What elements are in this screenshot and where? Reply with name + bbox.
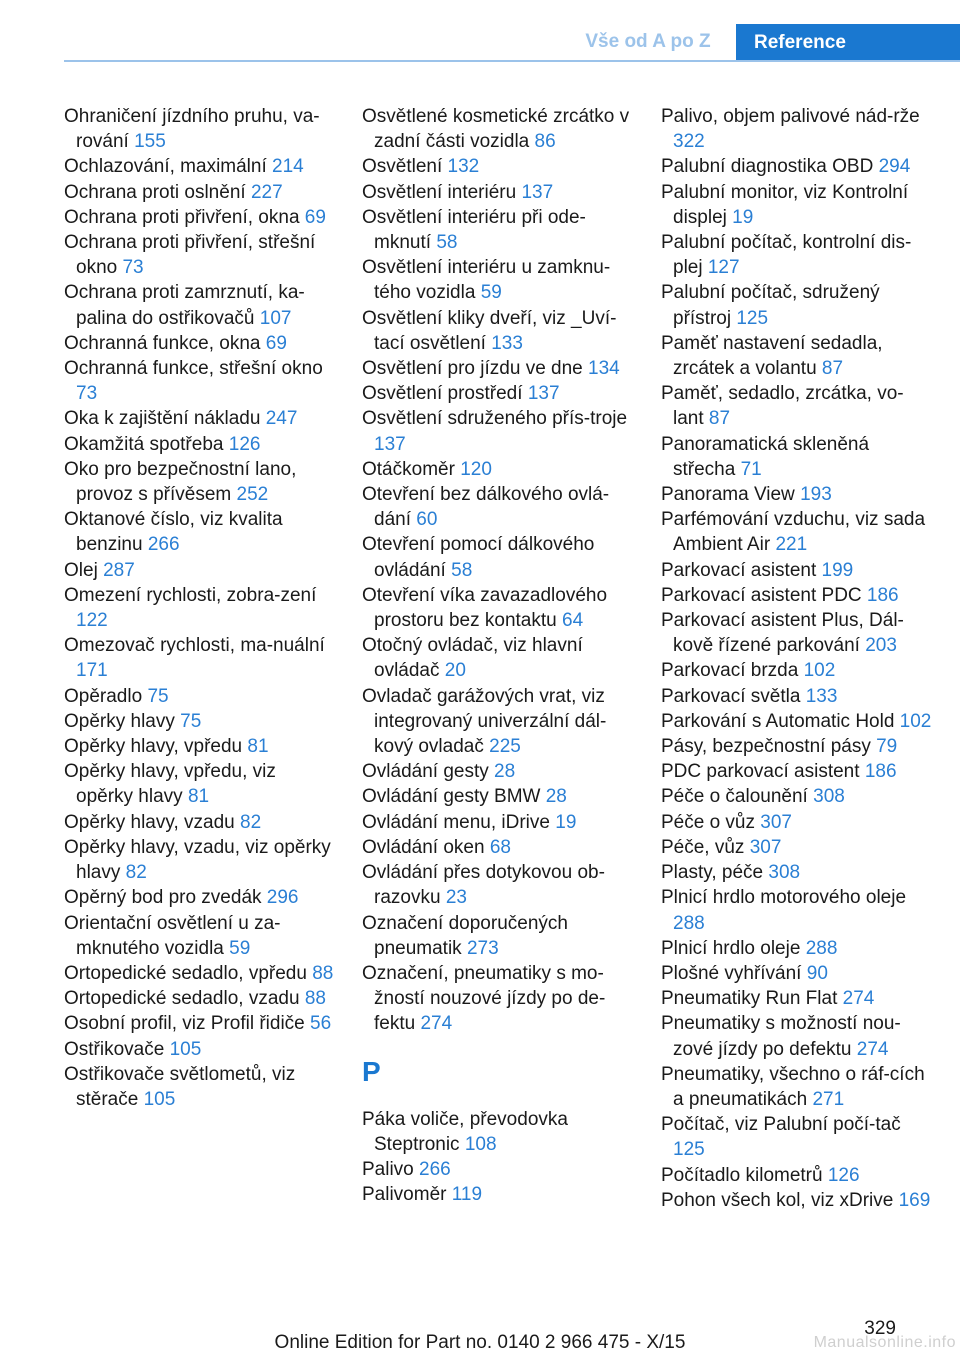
index-entry xyxy=(661,684,933,709)
page-link[interactable]: 28 xyxy=(545,786,567,808)
page-link[interactable]: 274 xyxy=(420,1013,453,1035)
page-link[interactable]: 126 xyxy=(827,1164,860,1186)
index-entry-term: Parkovací brzda xyxy=(661,660,799,682)
page-link[interactable]: 307 xyxy=(749,836,782,858)
index-entry xyxy=(64,684,336,709)
index-column-2 xyxy=(362,104,634,1207)
page-link[interactable]: 296 xyxy=(266,887,299,909)
page-link[interactable]: 81 xyxy=(247,736,269,758)
index-entry xyxy=(661,759,933,784)
index-entry-term: Palubní diagnostika OBD xyxy=(661,156,874,178)
index-entry-term: Plasty, péče xyxy=(661,862,764,884)
page-link[interactable]: 120 xyxy=(460,458,492,480)
index-entry-term: Ochranná funkce, střešní okno xyxy=(64,358,323,380)
index-entry xyxy=(64,633,336,683)
index-entry xyxy=(661,835,933,860)
page-link[interactable]: 88 xyxy=(304,988,326,1010)
index-entry xyxy=(661,986,933,1011)
index-entry-term: Oka k zajištění nákladu xyxy=(64,408,261,430)
index-entry xyxy=(64,558,336,583)
page-link[interactable]: 82 xyxy=(240,811,262,833)
index-entry xyxy=(64,759,336,809)
page-link[interactable]: 266 xyxy=(147,534,180,556)
index-entry xyxy=(362,759,634,784)
index-entry-term: Ovládání přes dotykovou ob-razovku xyxy=(362,862,605,909)
index-entry xyxy=(362,532,634,582)
index-entry xyxy=(661,961,933,986)
page-link[interactable]: 82 xyxy=(125,862,147,884)
index-entry-term: Ovládání menu, iDrive xyxy=(362,811,550,833)
index-entry-term: Opěrky hlavy xyxy=(64,710,175,732)
index-entry xyxy=(362,205,634,255)
page-link[interactable]: 288 xyxy=(805,937,838,959)
index-entry-term: Pneumatiky s možností nou-zové jízdy po defektu xyxy=(661,1013,901,1060)
page-link[interactable]: 69 xyxy=(304,206,326,228)
index-entry xyxy=(661,230,933,280)
index-entry xyxy=(64,810,336,835)
page-link[interactable]: 137 xyxy=(527,383,560,405)
index-entry-term: Pneumatiky, všechno o ráf-cích a pneumatikách xyxy=(661,1063,925,1110)
index-entry-term: Parkovací světla xyxy=(661,685,801,707)
index-entry-term: Otevření bez dálkového ovlá-dání xyxy=(362,484,610,531)
index-entry xyxy=(661,558,933,583)
index-entry-term: Palivo, objem palivové nád-rže xyxy=(661,106,920,127)
index-entry xyxy=(64,180,336,205)
index-entry-term: Osvětlení interiéru xyxy=(362,181,517,203)
index-entry xyxy=(661,709,933,734)
page-link[interactable]: 108 xyxy=(464,1133,497,1155)
page-link[interactable]: 59 xyxy=(480,282,502,304)
page-link[interactable]: 133 xyxy=(491,332,523,354)
index-entry xyxy=(64,986,336,1011)
index-entry xyxy=(64,356,336,406)
index-entry-term: Osobní profil, viz Profil řidiče xyxy=(64,1013,305,1035)
index-entry-term: Ochrana proti zamrznutí, ka-palina do ostřikovačů xyxy=(64,282,305,329)
section-tab[interactable]: Vše od A po Z xyxy=(585,31,711,52)
page-link[interactable]: 59 xyxy=(229,937,251,959)
index-entry xyxy=(64,835,336,885)
index-entry-term: Pneumatiky Run Flat xyxy=(661,988,838,1010)
index-entry-term: Ochlazování, maximální xyxy=(64,156,267,178)
index-entry-term: Orientační osvětlení u za-mknutého vozidla xyxy=(64,912,281,959)
page-link[interactable]: 81 xyxy=(187,786,210,808)
index-entry xyxy=(661,482,933,507)
page-link[interactable]: 307 xyxy=(760,811,792,833)
page-link[interactable]: 71 xyxy=(740,458,762,480)
index-entry-term: Otočný ovládač, viz hlavní ovládač xyxy=(362,635,583,682)
page-link[interactable]: 308 xyxy=(813,786,845,808)
index-entry-term: Parkování s Automatic Hold xyxy=(661,710,895,732)
page-link[interactable]: 193 xyxy=(800,484,832,506)
index-entry xyxy=(661,1011,933,1061)
index-entry xyxy=(661,860,933,885)
index-entry-term: Ochranná funkce, okna xyxy=(64,332,261,354)
index-entry-term: Palubní monitor, viz Kontrolní displej xyxy=(661,181,909,228)
page-link[interactable]: 23 xyxy=(445,887,467,909)
page-link[interactable]: 203 xyxy=(865,635,897,657)
index-entry-term: Osvětlené kosmetické zrcátko v zadní části vozidla xyxy=(362,106,630,153)
index-entry-term: Oko pro bezpečnostní lano, provoz s přívěsem xyxy=(64,458,297,506)
page-link[interactable]: 105 xyxy=(169,1038,202,1060)
index-entry xyxy=(362,583,634,633)
index-entry-term: Ovládání oken xyxy=(362,836,485,858)
index-entry-term: Počítač, viz Palubní počí-tač xyxy=(661,1114,901,1136)
index-entry-term: Ochrana proti přivření, okna xyxy=(64,206,300,228)
index-entry xyxy=(64,734,336,759)
index-entry-term: Ovládání gesty xyxy=(362,761,489,783)
page-link[interactable]: 127 xyxy=(707,257,740,279)
page-link[interactable]: 247 xyxy=(265,408,298,430)
index-entry xyxy=(661,784,933,809)
index-entry-term: Označení, pneumatiky s mo-žností nouzové jízdy po de-fektu xyxy=(362,962,606,1035)
page-link[interactable]: 322 xyxy=(673,131,705,153)
header-divider xyxy=(64,60,960,62)
index-entry xyxy=(64,1011,336,1036)
index-entry xyxy=(661,1188,933,1213)
page-link[interactable]: 126 xyxy=(228,433,261,455)
page-link[interactable]: 60 xyxy=(416,509,438,531)
index-entry xyxy=(362,381,634,406)
index-entry xyxy=(362,961,634,1037)
page-link[interactable]: 20 xyxy=(444,660,466,682)
index-entry-term: Plošné vyhřívání xyxy=(661,962,802,984)
page-link[interactable]: 294 xyxy=(878,156,911,178)
index-entry xyxy=(362,784,634,809)
page-link[interactable]: 102 xyxy=(803,660,836,682)
index-entry-term: Otevření pomocí dálkového ovládání xyxy=(362,534,595,581)
index-entry xyxy=(64,280,336,330)
page-link[interactable]: 308 xyxy=(768,862,801,884)
index-entry-term: Palivoměr xyxy=(362,1184,447,1206)
index-entry xyxy=(362,1182,634,1207)
index-entry xyxy=(661,432,933,482)
index-entry-term: Páka voliče, převodovka Steptronic xyxy=(362,1108,568,1155)
index-entry xyxy=(661,331,933,381)
page-link[interactable]: 287 xyxy=(103,559,135,581)
page-link[interactable]: 214 xyxy=(272,156,304,178)
index-entry xyxy=(661,583,933,608)
index-entry-term: Osvětlení interiéru u zamknu-tého vozidla xyxy=(362,257,611,304)
index-entry xyxy=(64,507,336,557)
page-link[interactable]: 288 xyxy=(673,912,705,934)
index-entry xyxy=(64,457,336,507)
index-entry-term: Pásy, bezpečnostní pásy xyxy=(661,736,871,758)
index-entry xyxy=(362,1107,634,1157)
index-entry xyxy=(661,1112,933,1162)
index-entry xyxy=(362,356,634,381)
index-entry xyxy=(64,331,336,356)
index-entry xyxy=(64,911,336,961)
index-entry-term: Otevření víka zavazadlového prostoru bez kontaktu xyxy=(362,584,608,632)
index-entry-term: Péče o vůz xyxy=(661,811,755,833)
index-entry-term: Okamžitá spotřeba xyxy=(64,433,224,455)
index-entry-term: Opěradlo xyxy=(64,685,143,707)
index-entry xyxy=(64,583,336,633)
index-entry-term: Parkovací asistent xyxy=(661,559,817,581)
index-entry xyxy=(362,457,634,482)
index-entry xyxy=(362,154,634,179)
index-entry-term: Palivo xyxy=(362,1158,414,1180)
page-link[interactable]: 125 xyxy=(673,1139,705,1161)
index-entry xyxy=(362,180,634,205)
index-entry-term: Označení doporučených pneumatik xyxy=(362,912,568,959)
page-link[interactable]: 19 xyxy=(732,206,754,228)
index-entry xyxy=(64,432,336,457)
index-entry-term: Plnicí hrdlo oleje xyxy=(661,937,801,959)
page-link[interactable]: 87 xyxy=(708,408,731,430)
index-entry xyxy=(362,1157,634,1182)
index-entry-term: Osvětlení interiéru při ode-mknutí xyxy=(362,206,586,254)
page-link[interactable]: 105 xyxy=(143,1088,176,1110)
page-link[interactable]: 132 xyxy=(447,156,480,178)
section-letter: P xyxy=(362,1055,381,1087)
page-number: 329 xyxy=(864,1318,896,1339)
page-link[interactable]: 58 xyxy=(436,232,458,254)
page-link[interactable]: 273 xyxy=(466,937,499,959)
index-entry xyxy=(362,633,634,683)
index-entry-term: Osvětlení sdruženého přís-troje xyxy=(362,408,628,430)
page-link[interactable]: 88 xyxy=(312,962,334,984)
index-entry xyxy=(661,734,933,759)
page-link[interactable]: 69 xyxy=(265,332,287,354)
page-link[interactable]: 64 xyxy=(562,610,584,632)
footer-edition: Online Edition for Part no. 0140 2 966 475 - X/15 xyxy=(274,1332,686,1353)
page-link[interactable]: 107 xyxy=(259,307,292,329)
index-entry-term: Opěrky hlavy, vzadu xyxy=(64,811,235,833)
index-entry xyxy=(362,810,634,835)
index-entry-term: Parkovací asistent PDC xyxy=(661,584,862,606)
index-entry-term: Ovladač garážových vrat, viz integrovaný univerzální dál-kový ovladač xyxy=(362,685,607,758)
page-link[interactable]: 134 xyxy=(588,358,620,380)
index-entry xyxy=(64,406,336,431)
page-link[interactable]: 75 xyxy=(147,685,169,707)
index-entry xyxy=(661,658,933,683)
page-link[interactable]: 227 xyxy=(250,181,283,203)
index-entry-term: Panoramatická skleněná střecha xyxy=(661,433,870,480)
index-entry xyxy=(362,482,634,532)
index-entry-term: Paměť nastavení sedadla, zrcátek a volantu xyxy=(661,332,883,380)
index-entry xyxy=(64,1037,336,1062)
page-link[interactable]: 28 xyxy=(494,761,516,783)
index-entry-term: Ostřikovače světlometů, viz stěrače xyxy=(64,1063,296,1110)
index-entry xyxy=(661,1062,933,1112)
page-link[interactable]: 137 xyxy=(374,433,406,455)
index-entry-term: Ortopedické sedadlo, vzadu xyxy=(64,988,300,1010)
index-entry-term: Plnicí hrdlo motorového oleje xyxy=(661,887,907,909)
index-column-1 xyxy=(64,104,336,1112)
index-entry xyxy=(64,205,336,230)
page-link[interactable]: 266 xyxy=(419,1158,451,1180)
page-link[interactable]: 169 xyxy=(898,1189,931,1211)
page-link[interactable]: 58 xyxy=(451,559,473,581)
page-link[interactable]: 186 xyxy=(864,761,897,783)
page-link[interactable]: 75 xyxy=(180,710,202,732)
index-entry xyxy=(64,709,336,734)
page-link[interactable]: 252 xyxy=(236,484,269,506)
index-entry xyxy=(661,608,933,658)
index-entry xyxy=(64,230,336,280)
index-entry xyxy=(362,406,634,456)
page-link[interactable]: 79 xyxy=(876,736,898,758)
index-entry xyxy=(362,306,634,356)
index-entry xyxy=(661,936,933,961)
page-link[interactable]: 274 xyxy=(842,988,875,1010)
index-entry-term: Opěrky hlavy, vpředu xyxy=(64,736,243,758)
index-column-3 xyxy=(661,104,933,1213)
page-link[interactable]: 221 xyxy=(775,534,808,556)
index-entry-term: PDC parkovací asistent xyxy=(661,761,860,783)
index-entry-term: Péče o čalounění xyxy=(661,786,808,808)
index-entry xyxy=(362,835,634,860)
index-entry-term: Péče, vůz xyxy=(661,836,745,858)
index-entry xyxy=(64,961,336,986)
index-entry-term: Palubní počítač, kontrolní dis-plej xyxy=(661,232,912,279)
page-link[interactable]: 102 xyxy=(899,710,932,732)
index-entry-term: Omezení rychlosti, zobra-zení xyxy=(64,584,317,606)
index-entry-term: Otáčkoměr xyxy=(362,458,455,480)
page-link[interactable]: 155 xyxy=(134,131,166,153)
index-entry-term: Olej xyxy=(64,559,98,581)
page-link[interactable]: 73 xyxy=(76,383,98,405)
index-entry xyxy=(64,885,336,910)
index-entry-term: Ohraničení jízdního pruhu, va-rování xyxy=(64,106,320,153)
page-link[interactable]: 133 xyxy=(805,685,838,707)
page-link[interactable]: 73 xyxy=(122,257,144,279)
index-entry xyxy=(661,104,933,154)
page-header xyxy=(0,0,960,62)
page-link[interactable]: 119 xyxy=(451,1184,483,1206)
page-link[interactable]: 122 xyxy=(76,610,108,632)
page-link[interactable]: 68 xyxy=(489,836,511,858)
index-entry-term: Omezovač rychlosti, ma-nuální xyxy=(64,635,325,657)
index-entry-term: Ortopedické sedadlo, vpředu xyxy=(64,962,307,984)
index-entry xyxy=(362,860,634,910)
index-entry-term: Parfémování vzduchu, viz sada Ambient Air xyxy=(661,509,926,556)
index-entry-term: Pohon všech kol, viz xDrive xyxy=(661,1189,894,1211)
page-link[interactable]: 87 xyxy=(821,358,844,380)
index-entry xyxy=(661,1163,933,1188)
index-entry-term: Oktanové číslo, viz kvalita benzinu xyxy=(64,509,283,556)
index-entry-term: Ostřikovače xyxy=(64,1038,165,1060)
index-entry xyxy=(661,154,933,179)
reference-tab[interactable]: Reference xyxy=(736,24,960,62)
index-entry xyxy=(64,154,336,179)
index-entry xyxy=(362,684,634,760)
index-entry xyxy=(661,280,933,330)
page-link[interactable]: 86 xyxy=(534,131,556,153)
index-entry-term: Opěrky hlavy, vpředu, viz opěrky hlavy xyxy=(64,761,276,808)
index-entry-term: Ochrana proti přivření, střešní okno xyxy=(64,232,316,279)
index-entry xyxy=(64,104,336,154)
page-link[interactable]: 137 xyxy=(521,181,554,203)
page-link[interactable]: 271 xyxy=(812,1088,845,1110)
index-entry xyxy=(362,104,634,154)
page-link[interactable]: 90 xyxy=(806,962,828,984)
page-link[interactable]: 186 xyxy=(866,584,899,606)
index-entry-term: Osvětlení xyxy=(362,156,443,178)
index-entry xyxy=(661,885,933,935)
index-entry xyxy=(362,911,634,961)
index-entry-term: Panorama View xyxy=(661,484,795,506)
index-entry xyxy=(661,381,933,431)
index-entry-term: Opěrný bod pro zvedák xyxy=(64,887,262,909)
page-link[interactable]: 274 xyxy=(856,1038,889,1060)
index-entry xyxy=(661,507,933,557)
page-link[interactable]: 225 xyxy=(489,736,521,758)
index-entry xyxy=(661,810,933,835)
index-entry-term: Počítadlo kilometrů xyxy=(661,1164,823,1186)
page-link[interactable]: 125 xyxy=(736,307,769,329)
index-entry-term: Osvětlení prostředí xyxy=(362,383,523,405)
index-entry xyxy=(64,1062,336,1112)
index-entry-term: Opěrky hlavy, vzadu, viz opěrky hlavy xyxy=(64,836,331,884)
page-link[interactable]: 171 xyxy=(76,660,108,682)
index-entry-term: Osvětlení pro jízdu ve dne xyxy=(362,358,583,380)
page-link[interactable]: 199 xyxy=(821,559,854,581)
index-entry xyxy=(362,255,634,305)
index-entry-term: Paměť, sedadlo, zrcátka, vo-lant xyxy=(661,383,904,430)
watermark: Manualsonline.info xyxy=(813,1334,956,1351)
page-link[interactable]: 56 xyxy=(310,1013,332,1035)
index-entry xyxy=(661,180,933,230)
index-entry-term: Ovládání gesty BMW xyxy=(362,786,541,808)
page-link[interactable]: 19 xyxy=(555,811,577,833)
index-entry-term: Osvětlení kliky dveří, viz _Uví-tací osvětlení xyxy=(362,307,617,354)
index-entry-term: Parkovací asistent Plus, Dál-kově řízené parkování xyxy=(661,610,904,657)
index-entry-term: Ochrana proti oslnění xyxy=(64,181,246,203)
index-entry-term: Palubní počítač, sdružený přístroj xyxy=(661,282,880,329)
